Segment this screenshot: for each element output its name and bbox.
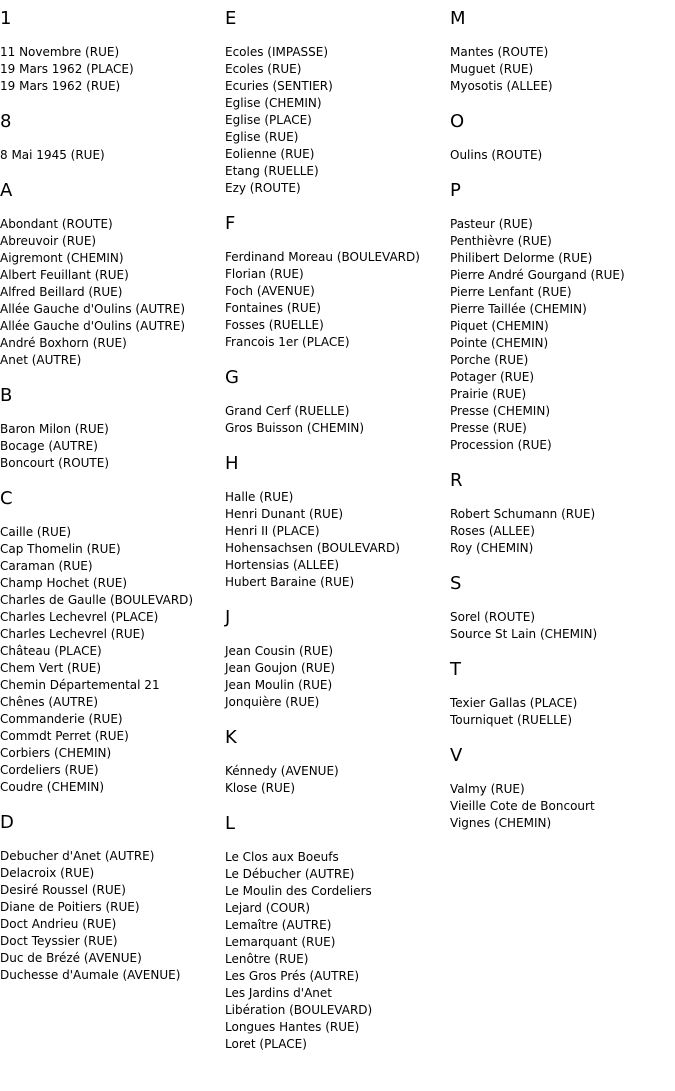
street-entry: Charles Lechevrel (PLACE) bbox=[0, 610, 159, 624]
letter-section bbox=[225, 8, 450, 197]
street-entry: Lemaître (AUTRE) bbox=[225, 918, 332, 932]
street-entry: Eglise (CHEMIN) bbox=[225, 96, 322, 110]
street-entry: Fontaines (RUE) bbox=[225, 301, 321, 315]
street-entry: Cordeliers (RUE) bbox=[0, 763, 99, 777]
street-entry: Ecoles (RUE) bbox=[225, 62, 302, 76]
letter-section bbox=[450, 8, 675, 95]
street-entry: Robert Schumann (RUE) bbox=[450, 507, 596, 521]
street-entry: 11 Novembre (RUE) bbox=[0, 45, 120, 59]
index-column-1 bbox=[0, 8, 225, 984]
street-entry: Bocage (AUTRE) bbox=[0, 439, 98, 453]
street-entry: Lemarquant (RUE) bbox=[225, 935, 336, 949]
street-entry: Presse (RUE) bbox=[450, 421, 527, 435]
street-entry: Alfred Beillard (RUE) bbox=[0, 285, 123, 299]
street-entry: Cap Thomelin (RUE) bbox=[0, 542, 121, 556]
letter-section bbox=[0, 488, 225, 796]
street-entry: Loret (PLACE) bbox=[225, 1037, 307, 1051]
street-entry: Delacroix (RUE) bbox=[0, 866, 95, 880]
street-entry: Ecuries (SENTIER) bbox=[225, 79, 333, 93]
street-entry: Roses (ALLEE) bbox=[450, 524, 535, 538]
section-letter-heading: D bbox=[0, 812, 14, 833]
street-entry: Source St Lain (CHEMIN) bbox=[450, 627, 598, 641]
street-entry: Foch (AVENUE) bbox=[225, 284, 315, 298]
street-entry: Myosotis (ALLEE) bbox=[450, 79, 553, 93]
street-entry: Boncourt (ROUTE) bbox=[0, 456, 110, 470]
street-entry: Diane de Poitiers (RUE) bbox=[0, 900, 140, 914]
street-entry: Anet (AUTRE) bbox=[0, 353, 82, 367]
letter-section bbox=[0, 8, 225, 95]
street-entry: Porche (RUE) bbox=[450, 353, 529, 367]
index-column-2 bbox=[225, 8, 450, 1053]
street-entry: Albert Feuillant (RUE) bbox=[0, 268, 129, 282]
street-entry: Le Clos aux Boeufs bbox=[225, 850, 339, 864]
letter-section bbox=[0, 385, 225, 472]
letter-section bbox=[0, 111, 225, 164]
index-column-3 bbox=[450, 8, 675, 832]
street-entry: Procession (RUE) bbox=[450, 438, 552, 452]
letter-section bbox=[225, 453, 450, 591]
street-entry: Commanderie (RUE) bbox=[0, 712, 123, 726]
street-entry: Pierre André Gourgand (RUE) bbox=[450, 268, 625, 282]
street-entry: 8 Mai 1945 (RUE) bbox=[0, 148, 105, 162]
street-entry: Etang (RUELLE) bbox=[225, 164, 319, 178]
letter-section bbox=[0, 812, 225, 984]
letter-section bbox=[225, 727, 450, 797]
section-letter-heading: J bbox=[225, 607, 231, 628]
section-letter-heading: C bbox=[0, 488, 13, 509]
street-entry: Pointe (CHEMIN) bbox=[450, 336, 549, 350]
street-entry: Francois 1er (PLACE) bbox=[225, 335, 350, 349]
street-entry: Commdt Perret (RUE) bbox=[0, 729, 129, 743]
letter-section bbox=[450, 180, 675, 454]
street-entry: Pierre Lenfant (RUE) bbox=[450, 285, 572, 299]
street-entry: Lenôtre (RUE) bbox=[225, 952, 309, 966]
street-entry: Doct Teyssier (RUE) bbox=[0, 934, 118, 948]
street-entry: Jean Goujon (RUE) bbox=[225, 661, 336, 675]
street-entry: Florian (RUE) bbox=[225, 267, 304, 281]
section-letter-heading: K bbox=[225, 727, 237, 748]
street-entry: Ferdinand Moreau (BOULEVARD) bbox=[225, 250, 420, 264]
street-entry: Pasteur (RUE) bbox=[450, 217, 533, 231]
street-entry: Chênes (AUTRE) bbox=[0, 695, 99, 709]
street-entry: Roy (CHEMIN) bbox=[450, 541, 534, 555]
section-letter-heading: H bbox=[225, 453, 239, 474]
section-letter-heading: P bbox=[450, 180, 461, 201]
street-entry: Henri Dunant (RUE) bbox=[225, 507, 344, 521]
section-letter-heading: E bbox=[225, 8, 237, 29]
letter-section bbox=[225, 213, 450, 351]
street-entry: Château (PLACE) bbox=[0, 644, 102, 658]
street-entry: Gros Buisson (CHEMIN) bbox=[225, 421, 365, 435]
street-entry: Coudre (CHEMIN) bbox=[0, 780, 105, 794]
letter-section bbox=[450, 573, 675, 643]
letter-section bbox=[450, 470, 675, 557]
street-entry: Allée Gauche d'Oulins (AUTRE) bbox=[0, 302, 186, 316]
street-entry: Baron Milon (RUE) bbox=[0, 422, 109, 436]
section-letter-heading: M bbox=[450, 8, 466, 29]
street-entry: Halle (RUE) bbox=[225, 490, 294, 504]
street-entry: Henri II (PLACE) bbox=[225, 524, 320, 538]
street-entry: Debucher d'Anet (AUTRE) bbox=[0, 849, 155, 863]
street-entry: Tourniquet (RUELLE) bbox=[450, 713, 573, 727]
street-entry: Aigremont (CHEMIN) bbox=[0, 251, 124, 265]
street-entry: Philibert Delorme (RUE) bbox=[450, 251, 593, 265]
street-entry: Charles de Gaulle (BOULEVARD) bbox=[0, 593, 194, 607]
letter-section bbox=[450, 111, 675, 164]
street-entry: Les Gros Prés (AUTRE) bbox=[225, 969, 360, 983]
street-entry: Eglise (RUE) bbox=[225, 130, 299, 144]
street-entry: Kénnedy (AVENUE) bbox=[225, 764, 339, 778]
street-entry: Allée Gauche d'Oulins (AUTRE) bbox=[0, 319, 186, 333]
street-entry: Klose (RUE) bbox=[225, 781, 296, 795]
street-entry: 19 Mars 1962 (RUE) bbox=[0, 79, 121, 93]
letter-section bbox=[225, 813, 450, 1053]
section-letter-heading: A bbox=[0, 180, 13, 201]
section-letter-heading: F bbox=[225, 213, 236, 234]
street-entry: Vignes (CHEMIN) bbox=[450, 816, 552, 830]
section-letter-heading: 8 bbox=[0, 111, 12, 132]
street-entry: Pierre Taillée (CHEMIN) bbox=[450, 302, 587, 316]
street-entry: Grand Cerf (RUELLE) bbox=[225, 404, 350, 418]
street-entry: Oulins (ROUTE) bbox=[450, 148, 543, 162]
section-letter-heading: R bbox=[450, 470, 463, 491]
street-entry: Texier Gallas (PLACE) bbox=[450, 696, 578, 710]
letter-section bbox=[225, 367, 450, 437]
street-entry: Duc de Brézé (AVENUE) bbox=[0, 951, 142, 965]
street-entry: Vieille Cote de Boncourt bbox=[450, 799, 595, 813]
section-letter-heading: O bbox=[450, 111, 465, 132]
street-entry: Hortensias (ALLEE) bbox=[225, 558, 340, 572]
street-entry: Le Moulin des Cordeliers bbox=[225, 884, 372, 898]
street-entry: Mantes (ROUTE) bbox=[450, 45, 549, 59]
section-letter-heading: G bbox=[225, 367, 239, 388]
street-entry: Champ Hochet (RUE) bbox=[0, 576, 127, 590]
street-entry: Caraman (RUE) bbox=[0, 559, 93, 573]
section-letter-heading: 1 bbox=[0, 8, 12, 29]
letter-section bbox=[450, 659, 675, 729]
street-entry: Les Jardins d'Anet bbox=[225, 986, 332, 1000]
street-entry: Hohensachsen (BOULEVARD) bbox=[225, 541, 400, 555]
street-entry: Eolienne (RUE) bbox=[225, 147, 315, 161]
street-entry: Ecoles (IMPASSE) bbox=[225, 45, 329, 59]
street-entry: Chem Vert (RUE) bbox=[0, 661, 102, 675]
section-letter-heading: S bbox=[450, 573, 462, 594]
street-entry: André Boxhorn (RUE) bbox=[0, 336, 127, 350]
street-entry: Muguet (RUE) bbox=[450, 62, 534, 76]
street-entry: Potager (RUE) bbox=[450, 370, 535, 384]
street-entry: Duchesse d'Aumale (AVENUE) bbox=[0, 968, 181, 982]
street-entry: Eglise (PLACE) bbox=[225, 113, 312, 127]
street-entry: Penthièvre (RUE) bbox=[450, 234, 552, 248]
letter-section bbox=[0, 180, 225, 369]
street-entry: Jonquière (RUE) bbox=[225, 695, 320, 709]
street-entry: Libération (BOULEVARD) bbox=[225, 1003, 373, 1017]
street-entry: Jean Cousin (RUE) bbox=[225, 644, 334, 658]
street-entry: Caille (RUE) bbox=[0, 525, 71, 539]
section-letter-heading: V bbox=[450, 745, 463, 766]
letter-section bbox=[450, 745, 675, 832]
street-entry: Corbiers (CHEMIN) bbox=[0, 746, 112, 760]
street-entry: Ezy (ROUTE) bbox=[225, 181, 301, 195]
street-entry: Prairie (RUE) bbox=[450, 387, 527, 401]
street-entry: Lejard (COUR) bbox=[225, 901, 311, 915]
street-entry: Desiré Roussel (RUE) bbox=[0, 883, 126, 897]
section-letter-heading: B bbox=[0, 385, 13, 406]
street-entry: Chemin Départemental 21 bbox=[0, 678, 160, 692]
street-entry: Charles Lechevrel (RUE) bbox=[0, 627, 145, 641]
street-entry: Valmy (RUE) bbox=[450, 782, 525, 796]
street-entry: Piquet (CHEMIN) bbox=[450, 319, 549, 333]
street-entry: Abreuvoir (RUE) bbox=[0, 234, 97, 248]
street-entry: Le Débucher (AUTRE) bbox=[225, 867, 355, 881]
street-entry: Abondant (ROUTE) bbox=[0, 217, 113, 231]
street-entry: Longues Hantes (RUE) bbox=[225, 1020, 360, 1034]
street-entry: Sorel (ROUTE) bbox=[450, 610, 536, 624]
street-entry: 19 Mars 1962 (PLACE) bbox=[0, 62, 134, 76]
section-letter-heading: L bbox=[225, 813, 236, 834]
street-entry: Jean Moulin (RUE) bbox=[225, 678, 333, 692]
street-entry: Fosses (RUELLE) bbox=[225, 318, 324, 332]
section-letter-heading: T bbox=[450, 659, 461, 680]
street-entry: Presse (CHEMIN) bbox=[450, 404, 550, 418]
street-entry: Doct Andrieu (RUE) bbox=[0, 917, 117, 931]
letter-section bbox=[225, 607, 450, 711]
street-entry: Hubert Baraine (RUE) bbox=[225, 575, 355, 589]
